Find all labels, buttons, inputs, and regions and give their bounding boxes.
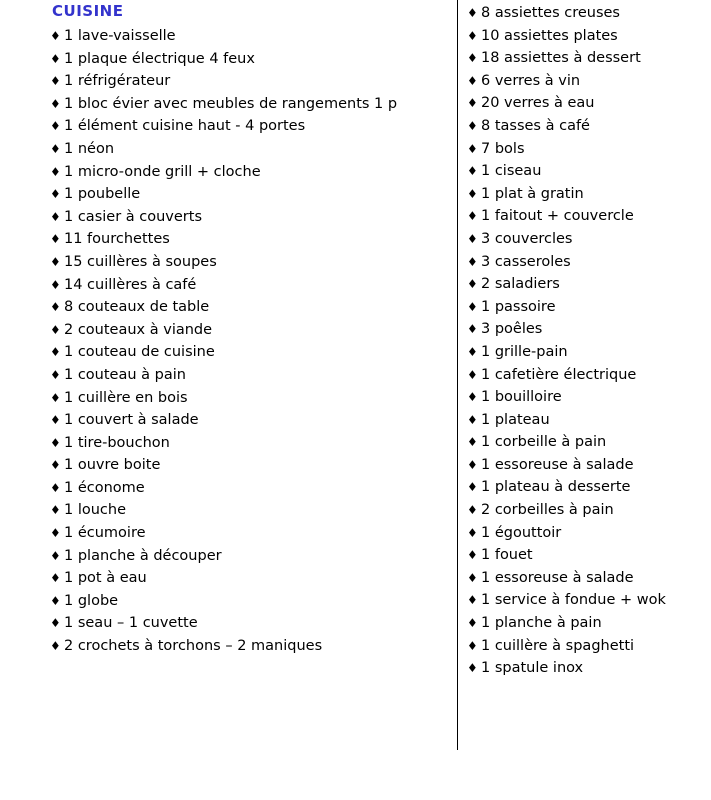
diamond-bullet-icon: ♦	[467, 299, 478, 314]
list-item	[467, 138, 711, 161]
diamond-bullet-icon: ♦	[50, 209, 61, 224]
list-item-label: 1 couteau à pain	[64, 366, 186, 383]
list-item-label: 1 élément cuisine haut - 4 portes	[64, 118, 306, 135]
list-item	[467, 160, 711, 183]
list-item-label: 1 tire-bouchon	[64, 434, 170, 451]
list-item-label: 20 verres à eau	[481, 95, 595, 112]
list-item-label: 1 essoreuse à salade	[481, 569, 634, 586]
list-item	[50, 387, 455, 410]
diamond-bullet-icon: ♦	[50, 413, 61, 428]
diamond-bullet-icon: ♦	[50, 548, 61, 563]
diamond-bullet-icon: ♦	[50, 458, 61, 473]
list-item-label: 1 plat à gratin	[481, 185, 584, 202]
list-item-label: 3 casseroles	[481, 253, 571, 270]
list-item-label: 3 couvercles	[481, 230, 573, 247]
list-item-label: 2 saladiers	[481, 276, 560, 293]
list-item	[50, 341, 455, 364]
list-item-label: 1 planche à pain	[481, 615, 602, 632]
list-item	[467, 296, 711, 319]
list-item	[50, 612, 455, 635]
list-item-label: 1 économe	[64, 479, 145, 496]
list-item	[467, 228, 711, 251]
list-item-label: 1 lave-vaisselle	[64, 28, 176, 44]
list-item	[467, 251, 711, 274]
diamond-bullet-icon: ♦	[50, 571, 61, 586]
list-item	[50, 477, 455, 500]
diamond-bullet-icon: ♦	[50, 639, 61, 654]
list-item-label: 1 bloc évier avec meubles de rangements 1 p	[64, 95, 398, 112]
list-item	[50, 48, 455, 71]
list-item	[467, 318, 711, 341]
list-item	[467, 567, 711, 590]
list-item	[467, 635, 711, 658]
diamond-bullet-icon: ♦	[467, 367, 478, 382]
diamond-bullet-icon: ♦	[50, 74, 61, 89]
list-item-label: 1 plateau à desserte	[481, 479, 631, 496]
list-item	[467, 657, 711, 680]
list-item-label: 1 seau – 1 cuvette	[64, 615, 198, 632]
diamond-bullet-icon: ♦	[50, 322, 61, 337]
list-item-label: 15 cuillères à soupes	[64, 253, 217, 270]
diamond-bullet-icon: ♦	[467, 480, 478, 495]
list-item-label: 1 louche	[64, 502, 127, 519]
list-item	[50, 635, 455, 658]
list-item	[50, 545, 455, 568]
list-item	[467, 589, 711, 612]
list-item	[50, 499, 455, 522]
diamond-bullet-icon: ♦	[50, 300, 61, 315]
diamond-bullet-icon: ♦	[50, 232, 61, 247]
diamond-bullet-icon: ♦	[50, 345, 61, 360]
list-item	[50, 432, 455, 455]
list-item	[467, 386, 711, 409]
diamond-bullet-icon: ♦	[50, 367, 61, 382]
list-item	[50, 567, 455, 590]
diamond-bullet-icon: ♦	[467, 503, 478, 518]
list-item-label: 1 grille-pain	[481, 343, 568, 360]
diamond-bullet-icon: ♦	[50, 29, 61, 43]
list-item	[50, 274, 455, 297]
list-item-label: 1 ciseau	[481, 163, 542, 180]
diamond-bullet-icon: ♦	[467, 661, 478, 676]
diamond-bullet-icon: ♦	[50, 616, 61, 631]
list-item-label: 2 crochets à torchons – 2 maniques	[64, 638, 323, 655]
diamond-bullet-icon: ♦	[50, 480, 61, 495]
list-item-label: 1 couvert à salade	[64, 412, 199, 429]
list-item-label: 8 couteaux de table	[64, 299, 210, 316]
list-item	[50, 409, 455, 432]
list-item	[50, 138, 455, 161]
list-item	[50, 296, 455, 319]
list-item	[467, 522, 711, 545]
diamond-bullet-icon: ♦	[467, 277, 478, 292]
list-item	[50, 206, 455, 229]
diamond-bullet-icon: ♦	[50, 164, 61, 179]
diamond-bullet-icon: ♦	[467, 51, 478, 66]
list-item	[467, 499, 711, 522]
list-item-label: 1 casier à couverts	[64, 208, 202, 225]
list-item-label: 7 bols	[481, 140, 525, 157]
diamond-bullet-icon: ♦	[467, 28, 478, 43]
diamond-bullet-icon: ♦	[467, 525, 478, 540]
list-item-label: 8 assiettes creuses	[481, 5, 620, 21]
list-item-label: 3 poêles	[481, 321, 543, 338]
diamond-bullet-icon: ♦	[467, 186, 478, 201]
diamond-bullet-icon: ♦	[50, 119, 61, 134]
diamond-bullet-icon: ♦	[467, 322, 478, 337]
list-item-label: 1 faitout + couvercle	[481, 208, 634, 225]
list-item-label: 1 micro-onde grill + cloche	[64, 163, 261, 180]
list-item	[50, 93, 455, 116]
list-item-label: 1 cuillère à spaghetti	[481, 637, 635, 654]
diamond-bullet-icon: ♦	[467, 73, 478, 88]
diamond-bullet-icon: ♦	[50, 187, 61, 202]
list-item	[467, 115, 711, 138]
diamond-bullet-icon: ♦	[50, 435, 61, 450]
list-item	[467, 70, 711, 93]
diamond-bullet-icon: ♦	[50, 503, 61, 518]
list-item	[50, 364, 455, 387]
list-item	[50, 115, 455, 138]
list-item	[50, 161, 455, 184]
diamond-bullet-icon: ♦	[467, 593, 478, 608]
diamond-bullet-icon: ♦	[50, 526, 61, 541]
list-item	[467, 409, 711, 432]
list-item-label: 1 globe	[64, 592, 119, 609]
diamond-bullet-icon: ♦	[467, 638, 478, 653]
list-item	[467, 476, 711, 499]
diamond-bullet-icon: ♦	[467, 141, 478, 156]
kitchen-inventory-list-right	[467, 2, 711, 680]
diamond-bullet-icon: ♦	[467, 231, 478, 246]
list-item	[50, 319, 455, 342]
diamond-bullet-icon: ♦	[50, 390, 61, 405]
list-item	[467, 205, 711, 228]
diamond-bullet-icon: ♦	[50, 141, 61, 156]
diamond-bullet-icon: ♦	[467, 344, 478, 359]
list-item-label: 2 corbeilles à pain	[481, 502, 614, 519]
list-item-label: 1 cafetière électrique	[481, 366, 637, 383]
page-title: CUISINE	[52, 2, 124, 20]
diamond-bullet-icon: ♦	[467, 96, 478, 111]
list-item-label: 1 cuillère en bois	[64, 389, 188, 406]
list-item	[50, 183, 455, 206]
list-item	[467, 612, 711, 635]
list-item-label: 18 assiettes à dessert	[481, 50, 641, 67]
diamond-bullet-icon: ♦	[467, 457, 478, 472]
list-item	[467, 92, 711, 115]
list-item	[467, 2, 711, 25]
list-item	[50, 454, 455, 477]
list-item	[467, 431, 711, 454]
diamond-bullet-icon: ♦	[467, 118, 478, 133]
list-item-label: 1 pot à eau	[64, 570, 147, 587]
list-item-label: 1 fouet	[481, 547, 533, 564]
list-item-label: 1 ouvre boite	[64, 457, 161, 474]
diamond-bullet-icon: ♦	[467, 616, 478, 631]
diamond-bullet-icon: ♦	[467, 435, 478, 450]
list-item	[50, 590, 455, 613]
diamond-bullet-icon: ♦	[467, 164, 478, 179]
list-item	[467, 273, 711, 296]
list-item-label: 11 fourchettes	[64, 231, 170, 248]
list-item-label: 1 passoire	[481, 298, 556, 315]
list-item	[50, 25, 455, 48]
list-item	[50, 70, 455, 93]
diamond-bullet-icon: ♦	[50, 277, 61, 292]
list-item	[50, 228, 455, 251]
list-item-label: 1 plateau	[481, 411, 550, 428]
list-item-label: 1 réfrigérateur	[64, 73, 171, 90]
list-item-label: 10 assiettes plates	[481, 27, 618, 44]
diamond-bullet-icon: ♦	[50, 593, 61, 608]
diamond-bullet-icon: ♦	[50, 254, 61, 269]
list-item-label: 1 planche à découper	[64, 547, 222, 564]
diamond-bullet-icon: ♦	[467, 6, 478, 20]
list-item	[467, 25, 711, 48]
list-item	[467, 183, 711, 206]
list-item-label: 2 couteaux à viande	[64, 321, 213, 338]
list-item-label: 14 cuillères à café	[64, 276, 197, 293]
list-item	[467, 341, 711, 364]
list-item	[50, 522, 455, 545]
list-item	[467, 544, 711, 567]
list-item	[467, 47, 711, 70]
list-item-label: 1 écumoire	[64, 525, 146, 542]
diamond-bullet-icon: ♦	[467, 548, 478, 563]
diamond-bullet-icon: ♦	[467, 254, 478, 269]
right-column	[455, 0, 711, 680]
list-item	[50, 251, 455, 274]
list-item-label: 1 néon	[64, 140, 115, 157]
list-item-label: 1 essoreuse à salade	[481, 456, 634, 473]
diamond-bullet-icon: ♦	[467, 412, 478, 427]
list-item-label: 1 couteau de cuisine	[64, 344, 215, 361]
list-item	[467, 454, 711, 477]
list-item-label: 8 tasses à café	[481, 117, 590, 134]
list-item-label: 1 corbeille à pain	[481, 434, 607, 451]
list-item-label: 1 bouilloire	[481, 389, 562, 406]
list-item-label: 1 spatule inox	[481, 660, 584, 677]
diamond-bullet-icon: ♦	[467, 390, 478, 405]
list-item-label: 6 verres à vin	[481, 72, 581, 89]
list-item	[467, 364, 711, 387]
diamond-bullet-icon: ♦	[50, 51, 61, 66]
diamond-bullet-icon: ♦	[467, 209, 478, 224]
diamond-bullet-icon: ♦	[467, 570, 478, 585]
list-item-label: 1 service à fondue + wok	[481, 592, 666, 609]
list-item-label: 1 plaque électrique 4 feux	[64, 50, 255, 67]
list-item-label: 1 poubelle	[64, 186, 141, 203]
list-item-label: 1 égouttoir	[481, 524, 562, 541]
kitchen-inventory-list-left	[50, 25, 455, 658]
diamond-bullet-icon: ♦	[50, 96, 61, 111]
